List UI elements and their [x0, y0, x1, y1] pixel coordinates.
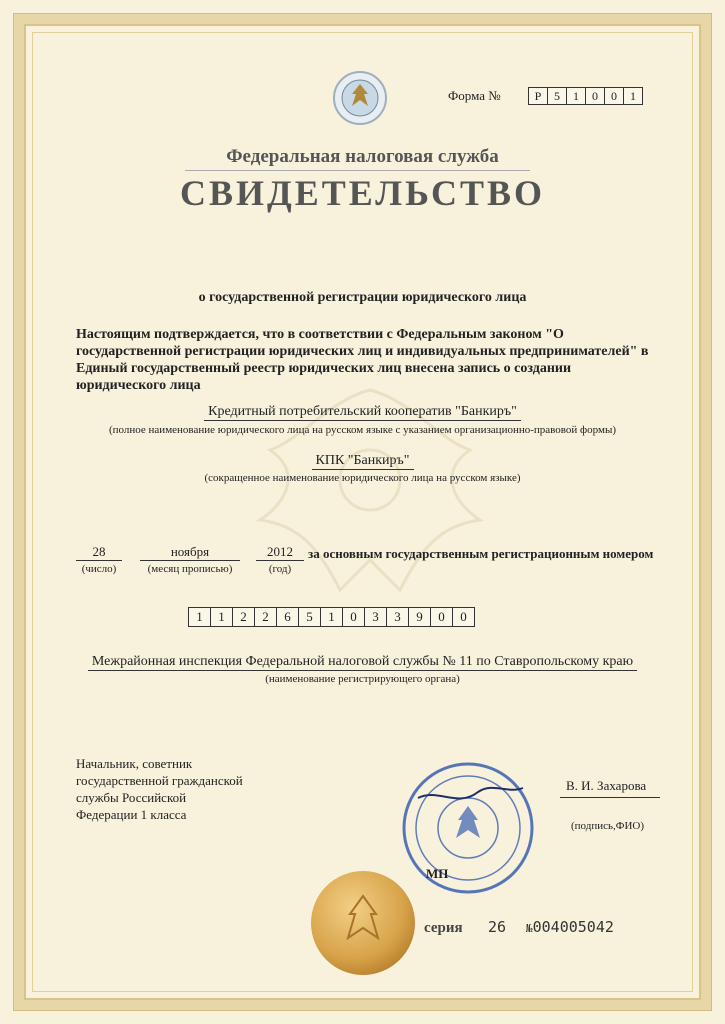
full-name-value: Кредитный потребительский кооператив "Банкиръ" [204, 404, 521, 421]
agency-name: Федеральная налоговая служба [226, 146, 499, 167]
signer-name: В. И. Захарова [566, 778, 647, 793]
registration-text: за основным государственным регистрационным номером [308, 546, 654, 561]
signature-caption: (подпись,ФИО) [571, 820, 644, 832]
gold-hologram-seal [308, 868, 418, 978]
ogrn-digit: 1 [188, 607, 210, 627]
form-number-label: Форма № [448, 88, 501, 103]
number-sign: № [526, 922, 533, 935]
date-year: 2012 [256, 544, 304, 561]
full-name-caption: (полное наименование юридического лица на русском языке с указанием организационно-правовой формы) [108, 424, 617, 436]
ogrn-digit: 0 [342, 607, 364, 627]
document-subtitle: о государственной регистрации юридического лица [198, 290, 527, 305]
signer-position-line: Федерации 1 класса [76, 807, 187, 822]
ogrn-digit: 0 [430, 607, 452, 627]
authority-value: Межрайонная инспекция Федеральной налоговой службы № 11 по Ставропольскому краю [88, 654, 637, 671]
serial-value: 004005042 [532, 918, 614, 936]
authority-caption: (наименование регистрирующего органа) [265, 673, 460, 685]
full-name-field [0, 404, 725, 421]
document-title: СВИДЕТЕЛЬСТВО [179, 173, 546, 213]
signer-position-line: Начальник, советник [76, 756, 193, 771]
ogrn-digit: 6 [276, 607, 298, 627]
signature-line [560, 797, 660, 798]
ogrn-boxes [188, 607, 475, 627]
date-year-caption: (год) [268, 563, 292, 575]
mp-label: МП [426, 866, 449, 881]
serial-number [526, 918, 614, 936]
authority-field [0, 654, 725, 671]
signer-position-line: государственной гражданской [76, 773, 243, 788]
fns-emblem-icon [330, 68, 390, 128]
form-code-char: 5 [547, 87, 566, 105]
date-month: ноября [140, 544, 240, 561]
background-eagle-watermark [230, 360, 510, 620]
form-code-boxes [528, 87, 643, 105]
ogrn-digit: 1 [210, 607, 232, 627]
ogrn-digit: 5 [298, 607, 320, 627]
signer-position [76, 755, 243, 823]
short-name-caption: (сокращенное наименование юридического лица на русском языке) [204, 472, 521, 484]
confirmation-text: Настоящим подтверждается, что в соответствии с Федеральным законом "О государственной регистрации юридических лиц и индивидуальных предпринимателей" в Единый государственный реестр юридических лиц внесена запись о создании юридического лица [76, 327, 649, 393]
ogrn-digit: 1 [320, 607, 342, 627]
signer-position-line: службы Российской [76, 790, 187, 805]
blue-stamp-seal [398, 758, 538, 898]
series-code: 26 [488, 918, 507, 936]
ogrn-digit: 2 [254, 607, 276, 627]
form-code-char: 1 [623, 87, 643, 105]
ogrn-digit: 3 [386, 607, 408, 627]
series-label: серия [424, 920, 463, 936]
form-code-char: 0 [604, 87, 623, 105]
date-month-caption: (месяц прописью) [147, 563, 233, 575]
form-code-char: Р [528, 87, 547, 105]
ogrn-digit: 2 [232, 607, 254, 627]
form-code-char: 0 [585, 87, 604, 105]
form-code-char: 1 [566, 87, 585, 105]
short-name-field [0, 453, 725, 470]
ogrn-digit: 9 [408, 607, 430, 627]
date-day-caption: (число) [81, 563, 117, 575]
ogrn-digit: 3 [364, 607, 386, 627]
short-name-value: КПК "Банкиръ" [312, 453, 414, 470]
date-day: 28 [76, 544, 122, 561]
ogrn-digit: 0 [452, 607, 475, 627]
title-divider [185, 170, 530, 171]
